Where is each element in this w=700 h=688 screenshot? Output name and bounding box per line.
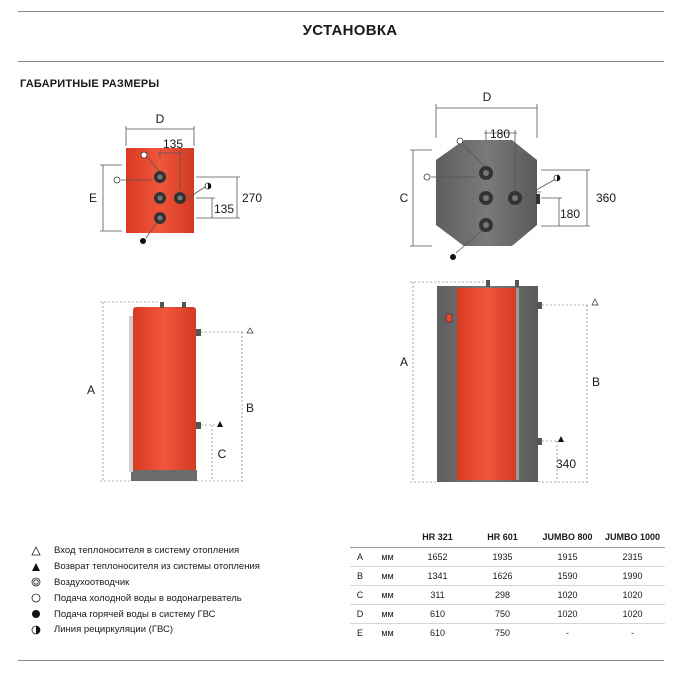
table-row: E мм 610 750 - - bbox=[350, 624, 665, 643]
dim-180: 180 bbox=[489, 127, 511, 141]
table-header-row bbox=[350, 527, 665, 548]
legend-text: Подача горячей воды в систему ГВС bbox=[54, 608, 216, 620]
circle-outline-icon bbox=[457, 138, 463, 144]
circle-outline-icon bbox=[141, 152, 147, 158]
dim-135: 135 bbox=[162, 137, 184, 151]
small-tank-top-view bbox=[89, 112, 262, 244]
small-tank-body bbox=[133, 307, 196, 472]
triangle-outline-icon bbox=[592, 299, 598, 305]
dim-b: B bbox=[245, 401, 255, 415]
dim-e: E bbox=[88, 191, 98, 205]
dim-d: D bbox=[482, 90, 492, 104]
legend-text: Возврат теплоносителя из системы отопления bbox=[54, 561, 260, 573]
dim-c: C bbox=[399, 191, 409, 205]
legend-item bbox=[18, 606, 338, 622]
legend-text: Вход теплоносителя в систему отопления bbox=[54, 545, 240, 557]
table-row: A мм 1652 1935 1915 2315 bbox=[350, 548, 665, 567]
legend-item bbox=[18, 575, 338, 591]
dim-360: 360 bbox=[595, 191, 617, 205]
legend-item bbox=[18, 590, 338, 606]
legend-text: Линия рециркуляции (ГВС) bbox=[54, 624, 174, 636]
air-vent bbox=[446, 314, 452, 322]
dim-a: A bbox=[399, 355, 409, 369]
top-fitting bbox=[515, 280, 519, 287]
top-fitting bbox=[486, 280, 490, 287]
circle-filled-icon bbox=[140, 238, 146, 244]
side-fitting-bottom bbox=[196, 422, 201, 429]
circle-filled-icon bbox=[450, 254, 456, 260]
dim-180b: 180 bbox=[559, 207, 581, 221]
col-jumbo1000: JUMBO 1000 bbox=[600, 527, 665, 548]
table-row: D мм 610 750 1020 1020 bbox=[350, 605, 665, 624]
circle-filled-icon bbox=[31, 609, 41, 619]
large-tank-body bbox=[457, 288, 517, 480]
legend-text: Подача холодной воды в водонагреватель bbox=[54, 592, 242, 604]
large-top-pipe bbox=[536, 194, 540, 204]
dim-c: C bbox=[217, 447, 227, 461]
large-tank-front-view bbox=[400, 280, 600, 482]
top-fitting bbox=[182, 302, 186, 308]
circle-outline-icon bbox=[31, 593, 41, 603]
bottom-rule bbox=[18, 660, 664, 661]
top-fitting bbox=[160, 302, 164, 308]
page-title: УСТАНОВКА bbox=[302, 22, 398, 39]
legend bbox=[18, 543, 338, 638]
half-circle-icon bbox=[31, 625, 41, 635]
large-tank-top-view bbox=[400, 90, 617, 260]
dim-340: 340 bbox=[555, 457, 577, 471]
small-tank-base bbox=[131, 470, 197, 481]
legend-item bbox=[18, 559, 338, 575]
legend-item bbox=[18, 622, 338, 638]
dim-b: B bbox=[591, 375, 601, 389]
section-title: ГАБАРИТНЫЕ РАЗМЕРЫ bbox=[20, 78, 160, 90]
col-hr601: HR 601 bbox=[470, 527, 535, 548]
table-row: C мм 311 298 1020 1020 bbox=[350, 586, 665, 605]
circle-outline-icon bbox=[114, 177, 120, 183]
col-jumbo800: JUMBO 800 bbox=[535, 527, 600, 548]
dim-135b: 135 bbox=[213, 202, 235, 216]
side-fitting-top bbox=[537, 302, 542, 309]
triangle-outline-icon bbox=[247, 328, 253, 333]
side-fitting-top bbox=[196, 329, 201, 336]
dim-d: D bbox=[155, 112, 165, 126]
legend-item bbox=[18, 543, 338, 559]
triangle-filled-icon bbox=[31, 562, 41, 572]
col-hr321: HR 321 bbox=[405, 527, 470, 548]
triangle-filled-icon bbox=[558, 436, 564, 442]
side-fitting-bottom bbox=[537, 438, 542, 445]
dim-a: A bbox=[86, 383, 96, 397]
table-row: B мм 1341 1626 1590 1990 bbox=[350, 567, 665, 586]
double-circle-icon bbox=[31, 577, 41, 587]
legend-text: Воздухоотводчик bbox=[54, 576, 130, 588]
triangle-outline-icon bbox=[31, 546, 41, 556]
small-tank-front-view bbox=[87, 302, 254, 481]
dim-270: 270 bbox=[241, 191, 263, 205]
circle-outline-icon bbox=[424, 174, 430, 180]
specs-table bbox=[350, 527, 665, 642]
triangle-filled-icon bbox=[217, 421, 223, 427]
